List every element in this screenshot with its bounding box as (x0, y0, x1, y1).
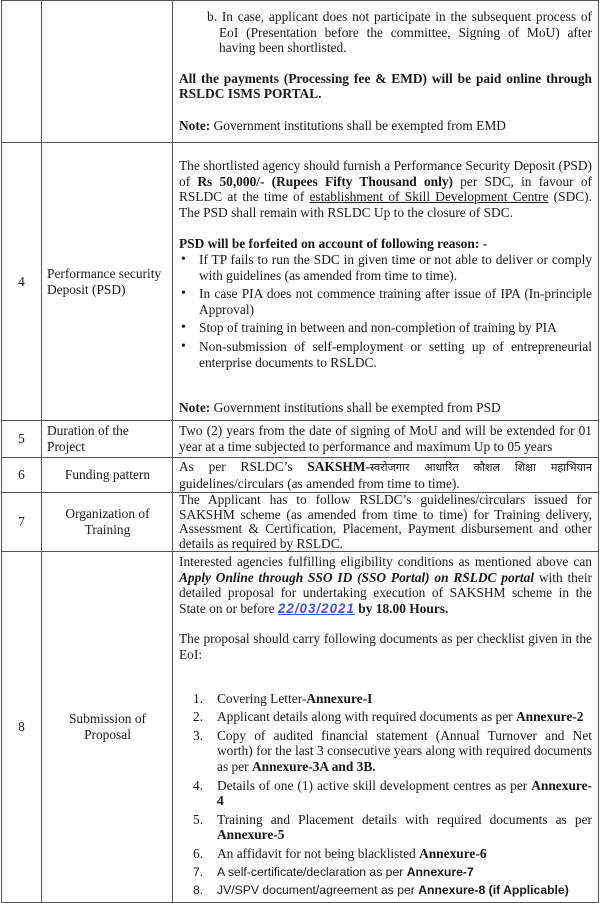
item-number: 7. (193, 864, 204, 879)
table-row (2, 421, 599, 458)
note-label: Note: (179, 117, 211, 133)
table-row (2, 493, 599, 552)
duration-text: Two (2) years from the date of signing of MoU and will be extended for 01 year at a time subjected to performance and maximum Up to 05 years (179, 423, 592, 454)
serial-cell (2, 458, 42, 493)
text-span: The shortlisted agency should furnish a Performance Security Deposit (PSD) of (179, 158, 592, 189)
item-text: JV/SPV document/agreement as per (217, 883, 419, 898)
content-cell (173, 493, 599, 552)
submission-paragraph (179, 554, 592, 616)
apply-online-text: Apply Online through SSO ID (SSO Portal) on RSLDC portal (179, 569, 535, 585)
underlined-text: establishment of Skill Development Centre (309, 189, 549, 205)
list-item: • In case PIA does not commence training after issue of IPA (In-principle Approval) (179, 286, 592, 317)
list-item (179, 846, 592, 862)
serial-cell (2, 552, 42, 903)
serial-cell (2, 421, 42, 458)
annexure-ref: Annexure-8 (if Applicable) (418, 883, 569, 898)
serial-cell (2, 143, 42, 421)
amount-text: Rs 50,000/- (Rupees Fifty Thousand only) (197, 173, 453, 189)
table-row (2, 552, 599, 903)
item-text: Training and Placement details with required documents as per (217, 811, 592, 827)
psd-paragraph (179, 158, 592, 220)
forfeit-heading: PSD will be forfeited on account of following reason: - (179, 236, 488, 252)
eoi-terms-table (1, 0, 599, 903)
forfeit-reasons-list (179, 252, 592, 370)
text-span: Interested agencies fulfilling eligibility conditions as mentioned above can (179, 554, 592, 569)
content-cell (173, 421, 599, 458)
deadline-time: by 18.00 Hours. (354, 600, 449, 616)
table-row (2, 458, 599, 493)
row-label: Performance security Deposit (PSD) (47, 265, 162, 297)
item-number: 6. (193, 845, 204, 861)
serial-cell (2, 493, 42, 552)
content-cell (173, 458, 599, 493)
label-cell (42, 1, 173, 143)
item-number: 1. (193, 690, 204, 706)
content-cell (173, 1, 599, 143)
item-text: A self-certificate/declaration as per (217, 864, 407, 879)
list-item: • Stop of training in between and non-completion of training by PIA (179, 320, 592, 336)
list-item (179, 812, 592, 843)
serial-number: 5 (18, 431, 25, 447)
annexure-ref: Annexure-4 (217, 777, 592, 809)
item-number: 2. (193, 709, 204, 725)
item-text: An affidavit for not being blacklisted (217, 845, 420, 861)
text-span: As per RSLDC’s (179, 458, 308, 474)
organization-text: The Applicant has to follow RSLDC’s guidelines/circulars issued for SAKSHM scheme (as amended from time to time) for Training delivery, Assessment & Certification, Placement, Payment disbursement and other details as required by RSLDC. (179, 492, 592, 551)
label-cell (42, 458, 173, 493)
serial-number: 4 (18, 273, 25, 289)
serial-number: 6 (18, 467, 25, 483)
content-cell (173, 552, 599, 903)
item-b-text: b. In case, applicant does not participate in the subsequent process of EoI (Presentation before the committee, Signing of MoU) after having been shortlisted. (207, 9, 592, 56)
list-item (179, 865, 592, 881)
list-item: • Non-submission of self-employment or setting up of entrepreneurial enterprise documents to RSLDC. (179, 339, 592, 370)
text-span: (SDC). The PSD shall remain with RSLDC Up to the closure of SDC. (179, 189, 592, 220)
item-number: 8. (193, 883, 204, 898)
content-cell (173, 143, 599, 421)
list-item (179, 778, 592, 809)
serial-number: 7 (18, 514, 25, 530)
item-text: Details of one (1) active skill development centres as per (217, 777, 532, 793)
text-span: guidelines/circulars (as amended from time to time). (179, 475, 460, 491)
row-label: Funding pattern (64, 467, 151, 483)
text-span: per SDC, in favour of RSLDC at the time of (179, 173, 592, 205)
note-label: Note: (179, 400, 211, 416)
annexure-ref: Annexure-3A and 3B. (251, 758, 376, 774)
documents-list (179, 691, 592, 899)
list-item: • If TP fails to run the SDC in given time or not able to deliver or comply with guidelines (as amended from time to time). (179, 252, 592, 283)
label-cell (42, 421, 173, 458)
row-label: Organization of Training (65, 506, 150, 537)
list-item (179, 883, 592, 899)
annexure-ref: Annexure-6 (419, 845, 487, 861)
note-text: Government institutions shall be exempted from PSD (210, 400, 501, 416)
table-row (2, 143, 599, 421)
deadline-date: 22/03/2021 (277, 600, 355, 616)
row-label: Submission of Proposal (68, 711, 146, 742)
scheme-name: SAKSHM- (307, 458, 370, 474)
label-cell (42, 493, 173, 552)
serial-cell (2, 1, 42, 143)
funding-text (179, 459, 592, 491)
annexure-ref: Annexure-7 (406, 864, 474, 879)
item-number: 4. (193, 777, 204, 793)
hindi-text: स्वरोजगार आधारित कौशल शिक्षा महाभियान (369, 460, 593, 474)
item-number: 3. (193, 727, 204, 743)
annexure-ref: Annexure-I (306, 690, 373, 706)
emd-note (179, 118, 592, 134)
label-cell (42, 552, 173, 903)
serial-number: 8 (18, 719, 25, 735)
label-cell (42, 143, 173, 421)
annexure-ref: Annexure-2 (515, 709, 584, 725)
list-item (179, 728, 592, 775)
text-span: with their detailed proposal for undertaking execution of SAKSHM scheme in the State on or before (179, 569, 593, 616)
list-item (179, 691, 592, 707)
list-item (179, 709, 592, 725)
item-text: Covering Letter- (217, 690, 307, 706)
psd-note (179, 400, 592, 416)
payments-note: All the payments (Processing fee & EMD) will be paid online through RSLDC ISMS PORTAL. (179, 70, 592, 102)
table-row (2, 1, 599, 143)
row-label: Duration of the Project (47, 423, 129, 454)
item-text: Applicant details along with required documents as per (217, 709, 516, 725)
note-text: Government institutions shall be exempted from EMD (210, 117, 506, 133)
item-number: 5. (193, 811, 204, 827)
item-text: Copy of audited financial statement (Annual Turnover and Net worth) for the last 3 consecutive years along with required documents as per (217, 727, 592, 774)
annexure-ref: Annexure-5 (217, 827, 285, 843)
checklist-intro: The proposal should carry following documents as per checklist given in the EoI: (179, 631, 592, 662)
